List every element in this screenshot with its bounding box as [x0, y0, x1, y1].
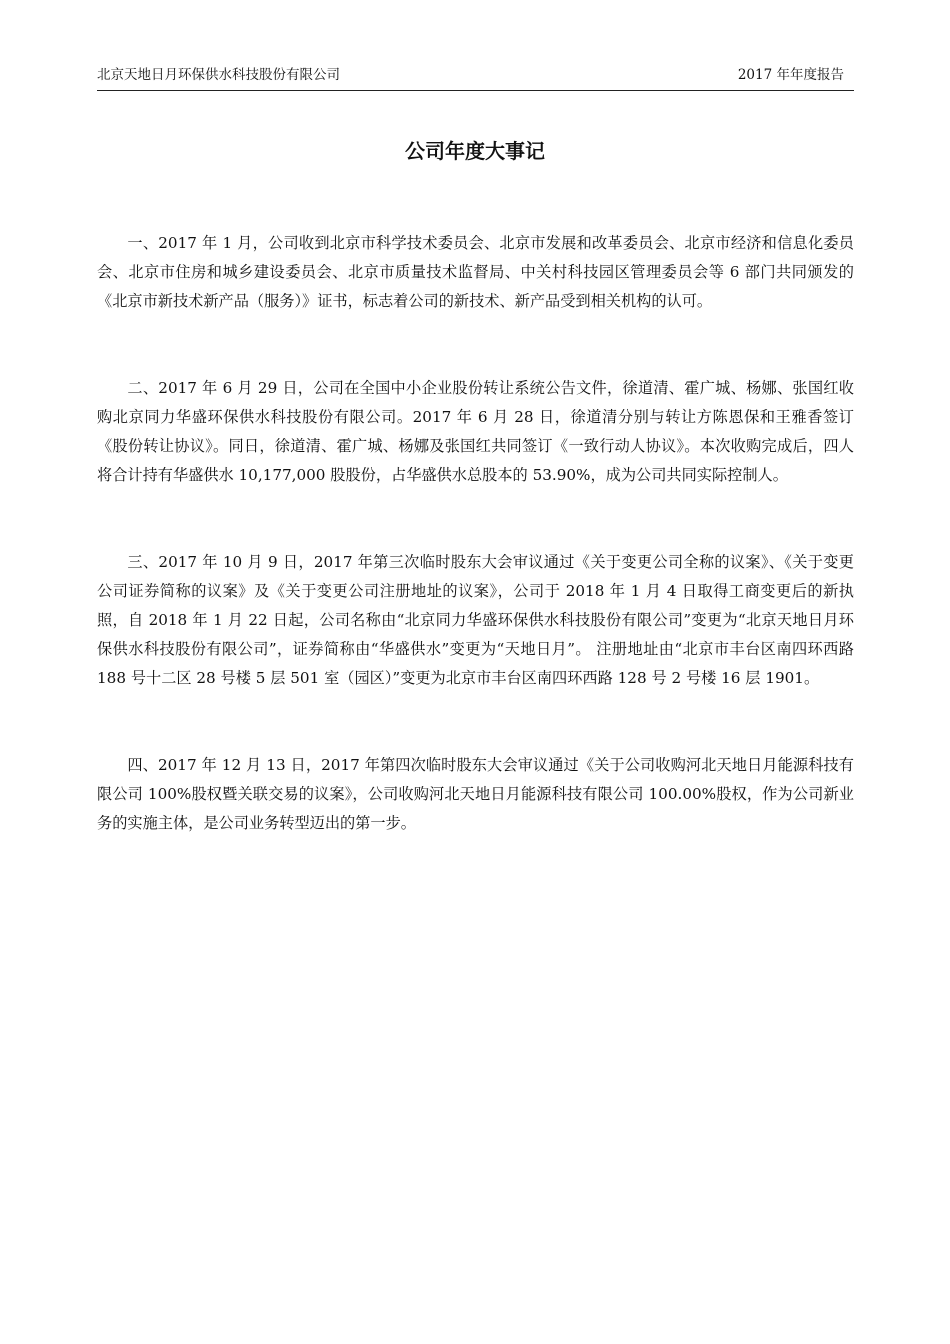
header-company-name: 北京天地日月环保供水科技股份有限公司 [97, 67, 340, 83]
event-paragraph-3: 三、2017 年 10 月 9 日，2017 年第三次临时股东大会审议通过《关于变更公司全称的议案》、《关于变更公司证券简称的议案》及《关于变更公司注册地址的议案》，公司于 2018 年 1 月 4 日取得工商变更后的新执照，自 2018 年 1 月 22 日起，公司名称由“北京同力华盛环保供水科技股份有限公司”变更为“北京天地日月环保供水科技股份有限公司”，证券简称由“华盛供水”变更为“天地日月”。 注册地址由“北京市丰台区南四环西路 188 号十二区 28 号楼 5 层 501 室（园区）”变更为北京市丰台区南四环西路 128 号 2 号楼 16 层 1901。 [97, 553, 854, 687]
event-paragraph-1: 一、2017 年 1 月，公司收到北京市科学技术委员会、北京市发展和改革委员会、北京市经济和信息化委员会、北京市住房和城乡建设委员会、北京市质量技术监督局、中关村科技园区管理委员会等 6 部门共同颁发的《北京市新技术新产品（服务）》证书，标志着公司的新技术、新产品受到相关机构的认可。 [97, 234, 854, 310]
event-paragraph-2: 二、2017 年 6 月 29 日，公司在全国中小企业股份转让系统公告文件，徐道清、霍广城、杨娜、张国红收购北京同力华盛环保供水科技股份有限公司。2017 年 6 月 28 日，徐道清分别与转让方陈恩保和王雅香签订《股份转让协议》。同日，徐道清、霍广城、杨娜及张国红共同签订《一致行动人协议》。本次收购完成后，四人将合计持有华盛供水 10,177,000 股股份，占华盛供水总股本的 53.90%，成为公司共同实际控制人。 [97, 379, 854, 484]
events-list [97, 229, 854, 896]
header-report-title: 2017 年年度报告 [737, 67, 844, 83]
page-header [97, 66, 854, 91]
event-paragraph-4: 四、2017 年 12 月 13 日，2017 年第四次临时股东大会审议通过《关于公司收购河北天地日月能源科技有限公司 100%股权暨关联交易的议案》，公司收购河北天地日月能源科技有限公司 100.00%股权，作为公司新业务的实施主体，是公司业务转型迈出的第一步。 [97, 756, 854, 832]
page-title: 公司年度大事记 [405, 139, 545, 163]
